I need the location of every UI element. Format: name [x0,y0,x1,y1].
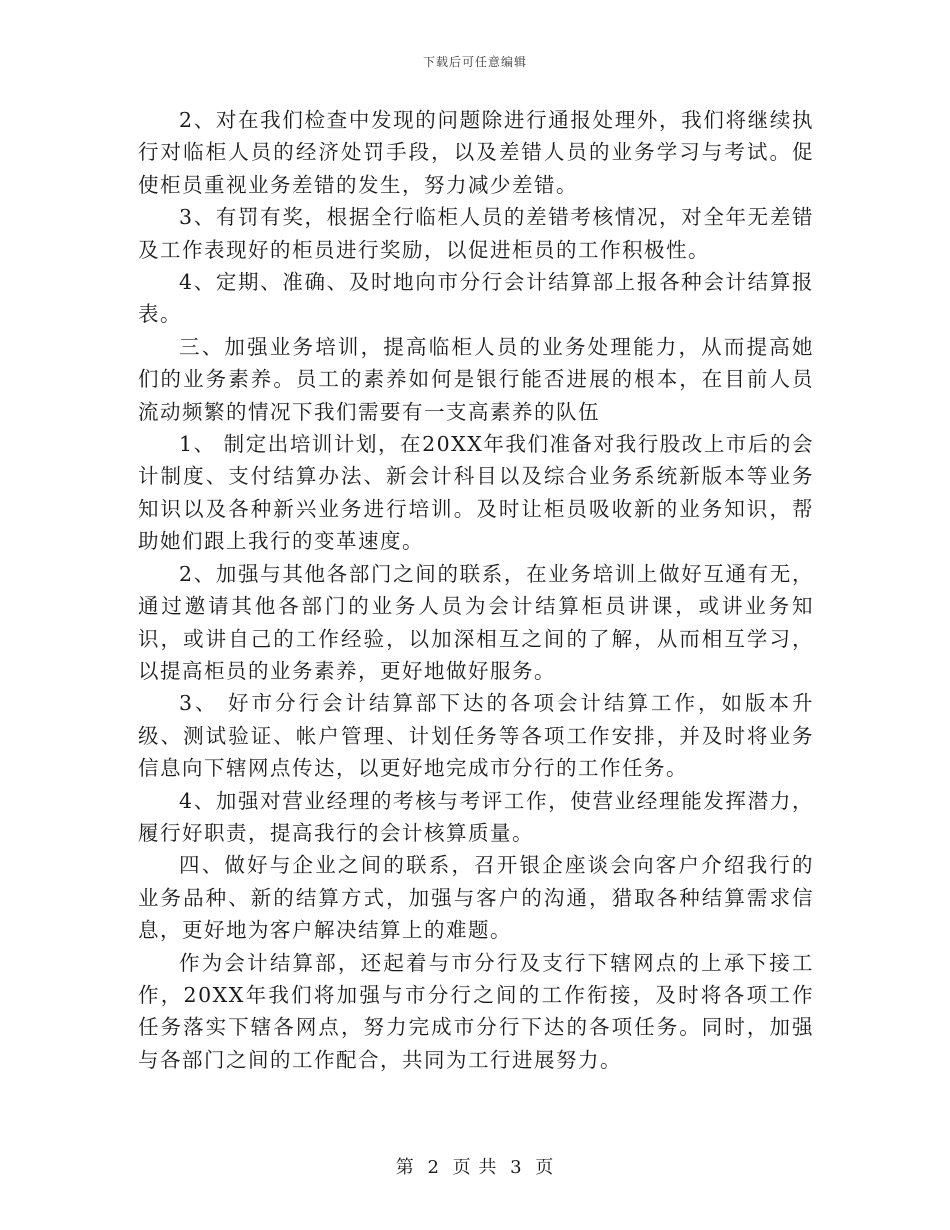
paragraph: 4、加强对营业经理的考核与考评工作，使营业经理能发挥潜力，履行好职责，提高我行的会计核算质量。 [138,788,814,845]
paragraph: 作为会计结算部，还起着与市分行及支行下辖网点的上承下接工作，20XX年我们将加强与市分行之间的工作衔接，及时将各项工作任务落实下辖各网点，努力完成市分行下达的各项任务。同时，加强与各部门之间的工作配合，共同为工行进展努力。 [138,950,814,1072]
page-number-prefix: 第 [395,1157,415,1178]
page-header-note: 下载后可任意编辑 [422,55,527,69]
page-number [0,1153,950,1179]
paragraph: 2、加强与其他各部门之间的联系，在业务培训上做好互通有无，通过邀请其他各部门的业务人员为会计结算柜员讲课，或讲业务知识，或讲自己的工作经验，以加深相互之间的了解，从而相互学习，以提高柜员的业务素养，更好地做好服务。 [138,561,814,683]
paragraph: 1、 制定出培训计划，在20XX年我们准备对我行股改上市后的会计制度、支付结算办法、新会计科目以及综合业务系统新版本等业务知识以及各种新兴业务进行培训。及时让柜员吸收新的业务知识，帮助她们跟上我行的变革速度。 [138,432,814,554]
paragraph: 2、对在我们检查中发现的问题除进行通报处理外，我们将继续执行对临柜人员的经济处罚手段，以及差错人员的业务学习与考试。促使柜员重视业务差错的发生，努力减少差错。 [138,108,814,197]
page-number-middle: 页 共 [452,1157,498,1178]
page-number-current: 2 [427,1157,440,1178]
page-number-total: 3 [510,1157,523,1178]
document-body [138,104,814,1076]
page-number-suffix: 页 [535,1157,555,1178]
paragraph: 三、加强业务培训，提高临柜人员的业务处理能力，从而提高她们的业务素养。员工的素养如何是银行能否进展的根本，在目前人员流动频繁的情况下我们需要有一支高素养的队伍 [138,334,814,424]
paragraph: 4、定期、准确、及时地向市分行会计结算部上报各种会计结算报表。 [138,270,814,327]
paragraph: 3、有罚有奖，根据全行临柜人员的差错考核情况，对全年无差错及工作表现好的柜员进行奖励，以促进柜员的工作积极性。 [138,205,814,262]
paragraph: 3、 好市分行会计结算部下达的各项会计结算工作，如版本升级、测试验证、帐户管理、计划任务等各项工作安排，并及时将业务信息向下辖网点传达，以更好地完成市分行的工作任务。 [138,691,814,781]
paragraph: 四、做好与企业之间的联系，召开银企座谈会向客户介绍我行的业务品种、新的结算方式，加强与客户的沟通，猎取各种结算需求信息，更好地为客户解决结算上的难题。 [138,853,814,943]
